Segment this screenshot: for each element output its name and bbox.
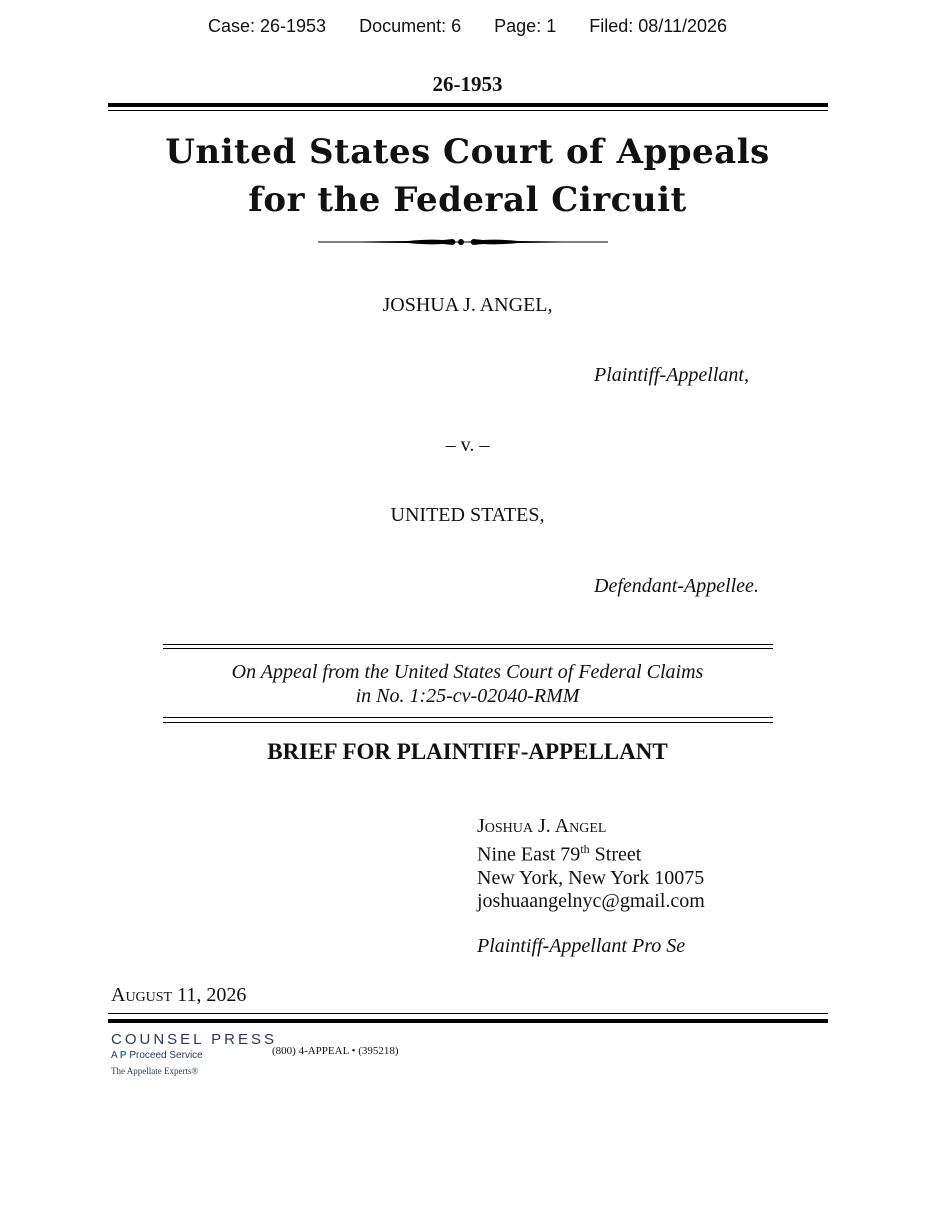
brief-title: BRIEF FOR PLAINTIFF-APPELLANT bbox=[267, 739, 668, 764]
brief-date: August 11, 2026 bbox=[111, 984, 247, 1006]
document-number: Document: 6 bbox=[359, 16, 462, 36]
counsel-street-name: Street bbox=[589, 843, 642, 866]
top-thin-rule bbox=[108, 110, 828, 111]
appeal-rule-top-2 bbox=[163, 648, 773, 649]
appeal-rule-bottom-2 bbox=[163, 722, 773, 723]
counsel-street-number: Nine East 79 bbox=[477, 843, 581, 866]
subtitle-prefix: A bbox=[111, 1050, 118, 1061]
filed-date: Filed: 08/11/2026 bbox=[589, 16, 728, 36]
appeal-rule-bottom-1 bbox=[163, 717, 773, 718]
page-number: Page: 1 bbox=[494, 16, 557, 36]
counsel-press-phone: (800) 4-APPEAL • (395218) bbox=[272, 1045, 399, 1057]
bottom-thick-rule bbox=[108, 1019, 828, 1023]
counsel-block bbox=[477, 815, 705, 958]
appeal-rule-top-1 bbox=[163, 644, 773, 645]
ornament-divider bbox=[318, 234, 608, 250]
top-thick-rule bbox=[108, 103, 828, 107]
plaintiff-role: Plaintiff-Appellant, bbox=[594, 364, 749, 386]
versus: – v. – bbox=[445, 434, 490, 456]
subtitle-text: Proceed Service bbox=[129, 1050, 203, 1061]
counsel-street-suffix: th bbox=[580, 842, 590, 856]
counsel-press-logo: COUNSEL PRESS bbox=[111, 1031, 277, 1048]
appeal-origin-line-2: in No. 1:25-cv-02040-RMM bbox=[355, 685, 580, 707]
counsel-role: Plaintiff-Appellant Pro Se bbox=[477, 934, 686, 957]
court-title-line-1: United States Court of Appeals bbox=[165, 132, 770, 172]
counsel-press-tagline: The Appellate Experts® bbox=[111, 1066, 199, 1076]
court-title bbox=[0, 128, 935, 224]
docket-number: 26-1953 bbox=[432, 72, 503, 96]
counsel-press-subtitle bbox=[111, 1050, 203, 1061]
appeal-origin bbox=[0, 660, 935, 708]
case-number: Case: 26-1953 bbox=[207, 16, 327, 36]
bottom-thin-rule bbox=[108, 1013, 828, 1014]
counsel-street bbox=[477, 838, 705, 867]
counsel-city: New York, New York 10075 bbox=[477, 866, 705, 889]
defendant-name: UNITED STATES, bbox=[390, 504, 545, 526]
plaintiff-name: JOSHUA J. ANGEL, bbox=[382, 294, 553, 316]
proceed-logo-icon: P bbox=[119, 1050, 127, 1061]
court-title-line-2: for the Federal Circuit bbox=[248, 180, 687, 220]
appeal-origin-line-1: On Appeal from the United States Court of Federal Claims bbox=[231, 661, 704, 683]
defendant-role: Defendant-Appellee. bbox=[594, 575, 759, 597]
counsel-email: joshuaangelnyc@gmail.com bbox=[477, 889, 705, 912]
filing-header bbox=[0, 16, 935, 37]
counsel-name: Joshua J. Angel bbox=[477, 815, 607, 837]
